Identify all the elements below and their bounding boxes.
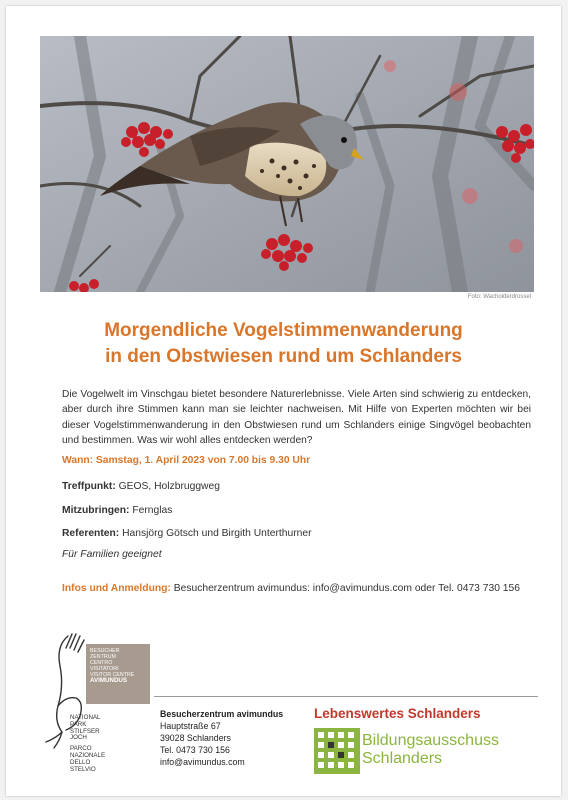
- address-email: info@avimundus.com: [160, 757, 245, 767]
- bildungsausschuss-text: [362, 732, 499, 768]
- meeting-label: Treffpunkt:: [62, 481, 116, 492]
- park-it-line: DELLO: [70, 758, 91, 766]
- flyer-page: [6, 6, 561, 796]
- contact-label: Infos und Anmeldung:: [62, 583, 171, 594]
- footer-divider: [154, 696, 538, 697]
- address-phone: Tel. 0473 730 156: [160, 745, 230, 755]
- badge-name: AVIMUNDUS: [90, 677, 128, 684]
- badge-line: CENTRO: [90, 660, 113, 666]
- event-title: [26, 318, 541, 370]
- fieldfare-illustration: [40, 36, 534, 292]
- park-de-line: STILFSER: [70, 727, 100, 735]
- family-note: Für Familien geeignet: [62, 549, 162, 560]
- title-line-1: Morgendliche Vogelstimmenwanderung: [104, 320, 463, 341]
- photo-caption: Foto: Wacholderdrossel: [467, 294, 531, 300]
- bildungsausschuss-grid-icon: [314, 728, 360, 774]
- intro-paragraph: Die Vogelwelt im Vinschgau bietet besondere Naturerlebnisse. Viele Arten sind schwierig zu entdecken, aber durch ihre Stimmen kann man sie leichter nachweisen. Mit Hilfe von Experten möchten wir bei dieser Vogelstimmenwanderung in den Obstwiesen rund um Schlanders einige Singvögel beobachten und bestimmen. Was wir wohl alles entdecken werden?: [62, 389, 531, 446]
- speakers: [62, 528, 312, 539]
- bring-label: Mitzubringen:: [62, 505, 130, 516]
- contact-value: Besucherzentrum avimundus: info@avimundus.com oder Tel. 0473 730 156: [170, 583, 520, 594]
- visitor-centre-address: [160, 708, 283, 768]
- meeting-point: [62, 481, 220, 492]
- contact-info: [62, 583, 520, 594]
- park-it-line: STELVIO: [70, 765, 96, 773]
- address-name: Besucherzentrum avimundus: [160, 709, 284, 719]
- bring-value: Fernglas: [129, 505, 173, 516]
- bildung-line-2: Schlanders: [362, 750, 443, 767]
- badge-line: ZENTRUM: [90, 654, 116, 660]
- park-de-line: PARK: [70, 720, 87, 728]
- park-de-line: NATIONAL: [70, 714, 101, 721]
- title-line-2: in den Obstwiesen rund um Schlanders: [105, 346, 462, 367]
- bird-photo: [40, 36, 534, 292]
- park-de-line: JOCH: [70, 734, 87, 742]
- address-street: Hauptstraße 67: [160, 721, 221, 731]
- speakers-value: Hansjörg Götsch und Birgith Unterthurner: [119, 528, 312, 539]
- meeting-value: GEOS, Holzbruggweg: [115, 481, 220, 492]
- badge-line: VISITOR CENTRE: [90, 672, 135, 678]
- park-it-line: PARCO: [70, 745, 92, 753]
- address-city: 39028 Schlanders: [160, 733, 231, 743]
- speakers-label: Referenten:: [62, 528, 120, 539]
- event-date: Wann: Samstag, 1. April 2023 von 7.00 bis 9.30 Uhr: [62, 455, 311, 466]
- park-it-line: NAZIONALE: [70, 751, 106, 759]
- lebenswertes-schlanders-logo: Lebenswertes Schlanders: [314, 706, 481, 721]
- badge-line: BESUCHER: [90, 648, 120, 654]
- avimundus-badge: [86, 644, 150, 704]
- bildung-line-1: Bildungsausschuss: [362, 732, 499, 749]
- park-name: [70, 715, 105, 773]
- badge-line: VISITATORI: [90, 666, 119, 672]
- bring-along: [62, 505, 172, 516]
